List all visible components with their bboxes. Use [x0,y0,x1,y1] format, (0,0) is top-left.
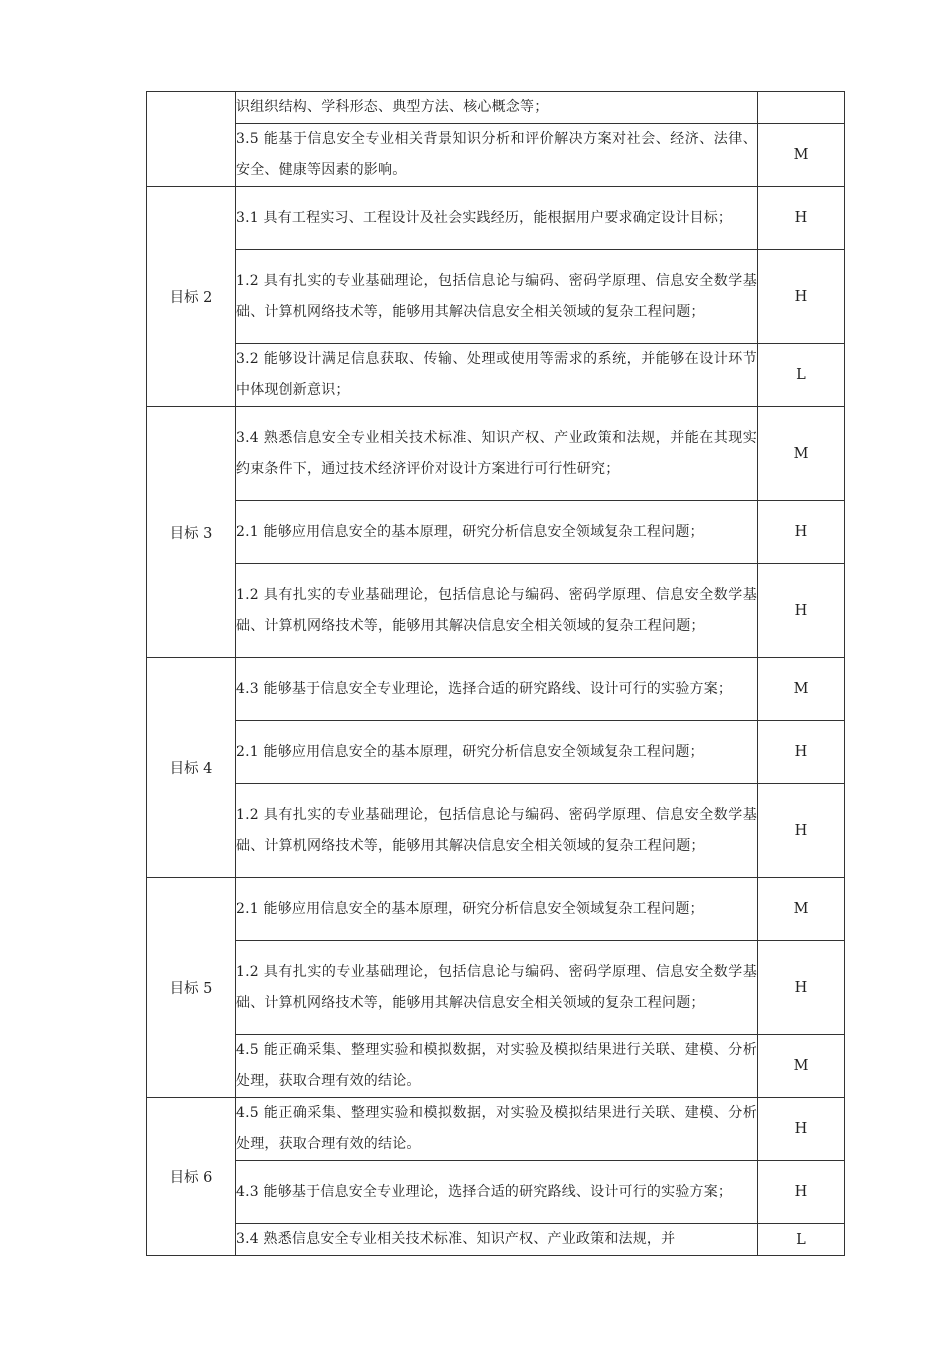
requirement-cell: 2.1 能够应用信息安全的基本原理，研究分析信息安全领域复杂工程问题； [236,878,758,941]
requirement-cell: 1.2 具有扎实的专业基础理论，包括信息论与编码、密码学原理、信息安全数学基础、计算机网络技术等，能够用其解决信息安全相关领域的复杂工程问题； [236,941,758,1035]
level-cell: H [758,564,845,658]
requirement-cell: 4.3 能够基于信息安全专业理论，选择合适的研究路线、设计可行的实验方案； [236,1161,758,1224]
requirement-cell: 3.2 能够设计满足信息获取、传输、处理或使用等需求的系统，并能够在设计环节中体现创新意识； [236,344,758,407]
table-row [147,1098,845,1161]
goal-label: 目标 6 [147,1098,236,1256]
table-row [147,941,845,1035]
requirement-cell: 3.4 熟悉信息安全专业相关技术标准、知识产权、产业政策和法规，并 [236,1224,758,1256]
table-row [147,658,845,721]
table-row [147,784,845,878]
table-row [147,92,845,124]
objectives-mapping-table [146,91,845,1256]
level-cell: H [758,1161,845,1224]
level-cell: L [758,1224,845,1256]
level-cell: H [758,1098,845,1161]
table-row [147,1224,845,1256]
table-row [147,344,845,407]
table-row [147,407,845,501]
goal-label: 目标 3 [147,407,236,658]
level-cell [758,92,845,124]
table-row [147,501,845,564]
requirement-cell: 3.5 能基于信息安全专业相关背景知识分析和评价解决方案对社会、经济、法律、安全、健康等因素的影响。 [236,124,758,187]
table-row [147,1035,845,1098]
table-row [147,564,845,658]
table-row [147,1161,845,1224]
level-cell: H [758,187,845,250]
level-cell: H [758,941,845,1035]
requirement-cell: 4.3 能够基于信息安全专业理论，选择合适的研究路线、设计可行的实验方案； [236,658,758,721]
requirement-cell: 1.2 具有扎实的专业基础理论，包括信息论与编码、密码学原理、信息安全数学基础、计算机网络技术等，能够用其解决信息安全相关领域的复杂工程问题； [236,564,758,658]
requirement-cell: 2.1 能够应用信息安全的基本原理，研究分析信息安全领域复杂工程问题； [236,501,758,564]
level-cell: H [758,250,845,344]
requirement-cell: 1.2 具有扎实的专业基础理论，包括信息论与编码、密码学原理、信息安全数学基础、计算机网络技术等，能够用其解决信息安全相关领域的复杂工程问题； [236,250,758,344]
level-cell: H [758,721,845,784]
level-cell: L [758,344,845,407]
requirement-cell: 4.5 能正确采集、整理实验和模拟数据，对实验及模拟结果进行关联、建模、分析处理，获取合理有效的结论。 [236,1035,758,1098]
requirement-cell: 4.5 能正确采集、整理实验和模拟数据，对实验及模拟结果进行关联、建模、分析处理，获取合理有效的结论。 [236,1098,758,1161]
goal-cell-continued [147,92,236,187]
table-row [147,878,845,941]
goal-label: 目标 4 [147,658,236,878]
table-row [147,187,845,250]
level-cell: H [758,501,845,564]
level-cell: M [758,124,845,187]
requirement-cell: 3.4 熟悉信息安全专业相关技术标准、知识产权、产业政策和法规，并能在其现实约束条件下，通过技术经济评价对设计方案进行可行性研究； [236,407,758,501]
requirement-cell: 3.1 具有工程实习、工程设计及社会实践经历，能根据用户要求确定设计目标； [236,187,758,250]
goal-label: 目标 5 [147,878,236,1098]
table-row [147,721,845,784]
requirement-cell: 1.2 具有扎实的专业基础理论，包括信息论与编码、密码学原理、信息安全数学基础、计算机网络技术等，能够用其解决信息安全相关领域的复杂工程问题； [236,784,758,878]
requirement-cell: 识组织结构、学科形态、典型方法、核心概念等； [236,92,758,124]
level-cell: M [758,658,845,721]
level-cell: M [758,407,845,501]
goal-label: 目标 2 [147,187,236,407]
table-row [147,124,845,187]
level-cell: M [758,1035,845,1098]
table-row [147,250,845,344]
requirement-cell: 2.1 能够应用信息安全的基本原理，研究分析信息安全领域复杂工程问题； [236,721,758,784]
level-cell: H [758,784,845,878]
level-cell: M [758,878,845,941]
